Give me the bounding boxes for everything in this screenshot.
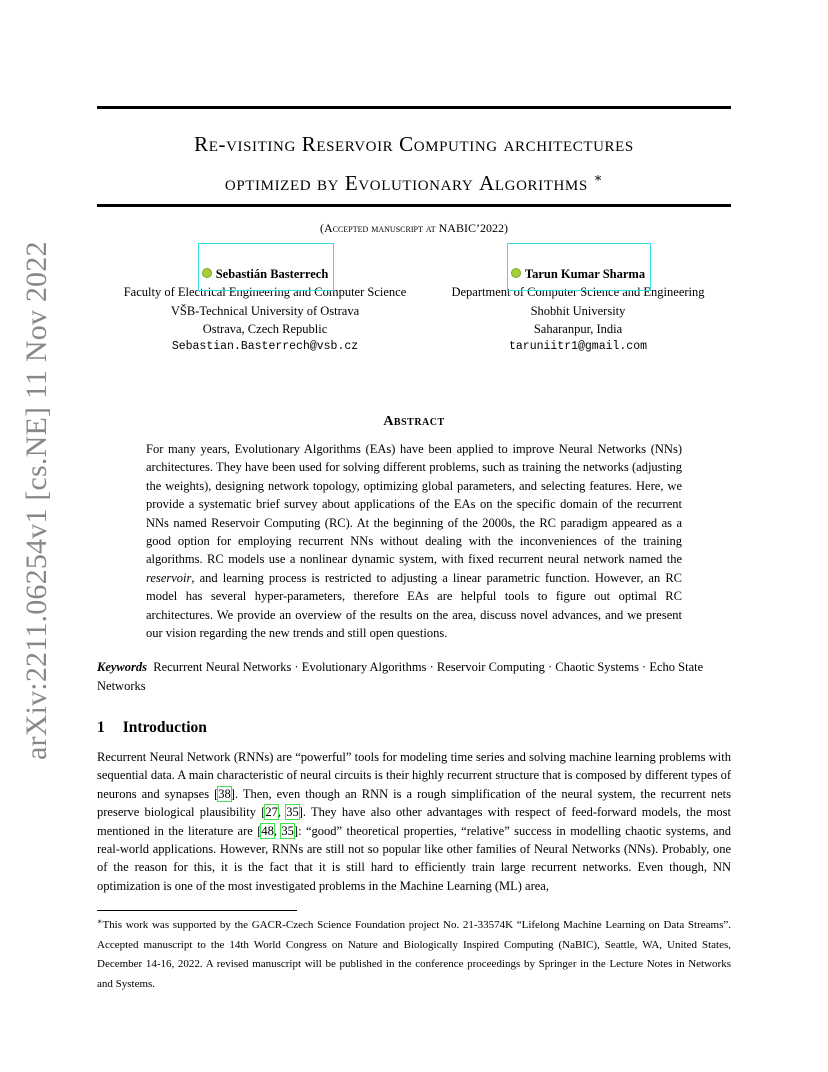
author-2-name: Tarun Kumar Sharma — [524, 267, 646, 281]
citation-link[interactable]: 35 — [286, 805, 299, 820]
author-2-location: Saharanpur, India — [533, 321, 623, 336]
abstract-italic-term: reservoir — [146, 570, 192, 585]
intro-text: ]. They have also other advantages with respect of feed-forward models, the most mentioned in the literature are [ — [97, 805, 732, 838]
intro-text: Recurrent Neural Network (RNNs) are “powerful” tools for modeling time series and solving machine learning problems with sequential data. A main characteristic of neural circuits is their highly recurrent structure that is composed by different types of neurons and synapses [ — [97, 750, 731, 801]
citation-link[interactable]: 38 — [218, 786, 231, 801]
intro-text: ]. Then, even though an RNN is a rough simplification of the neural system, the recurrent nets preserve biological plausibility [ — [97, 786, 731, 820]
abstract-text-1: For many years, Evolutionary Algorithms (EAs) have been applied to improve Neural Networks (NNs) architectures. They have been used for solving different problems, such as training the networks (adjusting the weights), designing network topology, optimizing global parameters, and selecting features. Here, we provide a systematic brief survey about applications of the EAs on the specific domain of the recurrent NNs named Reservoir Computing (RC). At the beginning of the 2000s, the RC paradigm appeared as a good option for employing recurrent NNs without dealing with the inconveniences of the training algorithms. RC models use a nonlinear dynamic system, with fixed recurrent neural network named the — [146, 442, 682, 567]
author-2-email[interactable]: taruniitr1@gmail.com — [508, 340, 648, 354]
accepted-note: (Accepted manuscript at NABIC’2022) — [320, 221, 508, 235]
author-2-affiliation: Department of Computer Science and Engineering — [451, 285, 705, 300]
title-segment: optimized by — [224, 171, 345, 195]
title-segment: eservoir — [316, 132, 400, 156]
title-footnote-mark: ∗ — [593, 170, 604, 185]
footnote — [97, 912, 731, 994]
title-segment: volutionary — [358, 171, 480, 195]
title-segment: R — [301, 132, 317, 156]
author-1-link-box — [198, 243, 334, 291]
author-1-location: Ostrava, Czech Republic — [202, 321, 328, 336]
title-segment: omputing architectures — [413, 132, 634, 156]
footnote-rule — [97, 910, 297, 911]
author-2-link-box — [507, 243, 651, 291]
author-1-affiliation: Faculty of Electrical Engineering and Computer Science — [123, 285, 407, 300]
abstract-text-2: , and learning process is restricted to adjusting a linear parametric function. However, an RC model has several hyper-parameters, therefore EAs are helpful tools to figure out optimal RC architectures. We provide an overview of the results on the area, discuss novel advances, and we present our vision regarding the new trends and still open questions. — [146, 570, 682, 641]
abstract-heading: Abstract — [383, 414, 445, 429]
author-2-institution: Shobhit University — [530, 303, 626, 318]
title-segment: E — [344, 171, 359, 195]
title-segment: lgorithms — [494, 171, 588, 195]
title-bottom-rule — [97, 204, 731, 207]
title-segment: C — [399, 132, 414, 156]
intro-text: ]: “good” theoretical properties, “relative” success in modelling chaotic systems, and real-world applications. However, RNNs are still not so popular like other families of Neural Networks (NNs). Probably, one of the reason for this, it is the fact that it is still hard to efficiently train large recurrent networks. Even though, NN optimization is one of the most investigated problems in the Machine Learning (ML) area, — [97, 823, 731, 893]
section-heading-introduction — [97, 719, 207, 737]
title-segment: Re-visiting — [194, 132, 302, 156]
author-1-email[interactable]: Sebastian.Basterrech@vsb.cz — [171, 340, 359, 354]
author-block-2 — [433, 265, 723, 356]
keywords-text: Recurrent Neural Networks · Evolutionary Algorithms · Reservoir Computing · Chaotic Systems · Echo State Networks — [97, 660, 704, 693]
section-number: 1 — [97, 719, 105, 736]
citation-link[interactable]: 27 — [265, 805, 278, 820]
section-title: Introduction — [122, 719, 207, 736]
title-line-2 — [97, 161, 731, 200]
title-line-1 — [97, 128, 731, 161]
keywords — [97, 658, 731, 696]
footnote-mark: ∗ — [97, 917, 103, 926]
arxiv-sidebar-stamp: arXiv:2211.06254v1 [cs.NE] 11 Nov 2022 — [20, 241, 53, 760]
title-top-rule — [97, 106, 731, 109]
title-segment: A — [479, 171, 495, 195]
citation-link[interactable]: 35 — [281, 823, 294, 838]
keywords-label: Keywords — [97, 660, 147, 674]
footnote-text: This work was supported by the GACR-Czech Science Foundation project No. 21-33574K “Lifelong Machine Learning on Data Streams”. Accepted manuscript to the 14th World Congress on Nature and Biologically Inspired Computing (NaBIC), Seattle, WA, United States, December 14-16, 2022. A revised manuscript will be published in the conference proceedings by Springer in the Lecture Notes in Networks and Systems. — [97, 919, 731, 990]
paper-title — [97, 128, 731, 200]
introduction-paragraph — [97, 748, 731, 895]
citation-link[interactable]: 48 — [261, 823, 274, 838]
intro-text: , — [277, 805, 287, 820]
intro-text: , — [273, 823, 282, 838]
abstract-body — [146, 440, 682, 642]
author-1-institution: VŠB-Technical University of Ostrava — [170, 303, 360, 318]
author-block-1 — [100, 265, 430, 356]
author-1-name: Sebastián Basterrech — [215, 267, 329, 281]
